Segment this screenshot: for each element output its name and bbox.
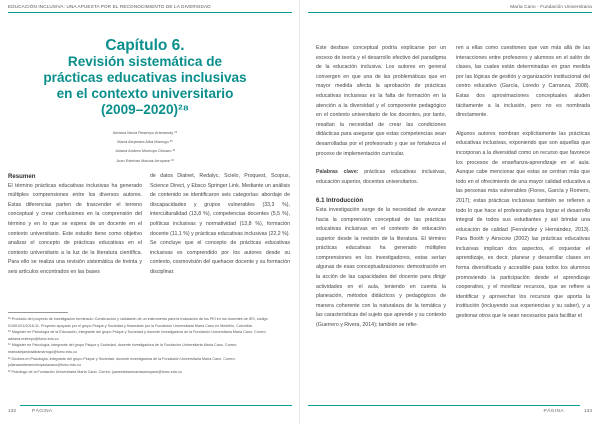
chapter-title-line: prácticas educativas inclusivas <box>43 70 247 85</box>
chapter-number: Capítulo 6. <box>105 37 185 54</box>
running-header-right: María Cano - Fundación Universitaria <box>510 4 592 9</box>
page-number: 132 <box>8 409 17 414</box>
running-header-left: EDUCACIÓN INCLUSIVA: UNA APUESTA POR EL RECONOCIMIENTO DE LA DIVERSIDAD <box>8 4 211 9</box>
body-column-2 <box>456 44 590 322</box>
paragraph: Algunos autores nombran explícitamente las prácticas educativas inclusivas, exponiendo que son aquellas que incorporan a la diversidad como un recurso que favorece los procesos de enseñanza-aprendizaje en el aula. Aunque cabe mencionar que estas se centran más que todo en el ofrecimiento de una mayor calidad educativa a las personas más vulnerables (Flores, García y Romero, 2017); estas prácticas inclusivas también se refieren a todo lo que hace el profesorado para lograr el desarrollo integral de todos sus estudiantes y así brindar una educación de calidad (Fernández y Hernández, 2013). Para Booth y Ainscow (2002) las prácticas educativas inclusivas implican dos aspectos, el orquestar el aprendizaje, es decir, planear y desarrollar clases en forma diversificada y accesible para todos los alumnos promoviendo la participación desde el aprendizaje cooperativo, y el movilizar recursos, que se refiere a identificar y aprovechar los recursos que aporta la institución (incluyendo sus experiencias y su saber), y a gestionar otros que le sean necesarios para facilitar el <box>456 130 590 320</box>
chapter-title-line: en el contexto universitario <box>56 86 234 101</box>
footnote: ²⁹ Magíster en Psicología de la Educación, integrante del grupo Psique y Sociedad y docente investigadora de la Fundación Universitaria María Cano. Correo: adriana.restrepo@fumc.edu.co <box>8 330 267 341</box>
header-rule <box>308 12 592 13</box>
keywords-label: Palabras clave: <box>316 169 359 176</box>
abstract-heading: Resumen <box>8 173 36 180</box>
footer-rule <box>308 405 580 406</box>
footnote: ³¹ Doctora en Psicología, integrante del grupo Psique y Sociedad, docente investigadora de la Fundación Universitaria María Cano. Correo: julianaandreamontoyaolaxano@fumc.edu.co <box>8 356 236 368</box>
keywords-text: prácticas educativas inclusivas, educación superior, docentes universitarios. <box>316 169 446 185</box>
keywords <box>316 168 446 187</box>
abstract-column-2 <box>150 172 290 278</box>
author: María Alejandra Alba Marrugo ³⁰ <box>117 139 173 145</box>
chapter-title-line: (2009–2020)²⁸ <box>100 102 190 117</box>
author: Juliana Andrea Montoya Olózaro ³¹ <box>114 148 176 154</box>
header-rule <box>8 12 292 13</box>
footnote: ²⁸ Producto del proyecto de investigación terminado: Construcción y validación de un instrumento para la evaluación de los PEI en los docentes de IES, código 01/601/01/2018-31. Proyecto apoyado por el grupo Psique y Sociedad y financiado por la Fundación Universitaria María Cano en Medellín, Colombia. <box>8 317 268 328</box>
page-label: PÁGINA <box>32 409 53 414</box>
chapter-title <box>30 38 260 118</box>
paragraph: Este desfase conceptual podría explicarse por un exceso de teoría y el desarrollo efectivo del paradigma de la educación inclusiva. Los autores en general convergen en que una de las problemáticas que en mayor medida afecta la aprobación de prácticas educativas inclusivas es la falta de formación en la atención a la diversidad y el componente pedagógico en el contexto universitario de los docentes, por tanto, resaltan la necesidad de crear las condiciones didácticas para asegurar que estas competencias sean desarrolladas por el profesorado y que se fortalezca el proceso de implementación curricular. <box>316 45 446 157</box>
paragraph: ren a ellas como cuestiones que van más allá de las interacciones entre profesores y alumnos en el salón de clases, las cuales están determinadas en gran medida por las lógicas de gestión y organización institucional del centro educativo (García, Loredo y Carranza, 2008). Estas dos aproximaciones conceptuales aluden tácitamente a la inclusión, pero no es nombrada directamente. <box>456 45 590 119</box>
footnote-rule <box>8 312 68 313</box>
footnote: ³⁰ Magíster en Psicología, integrante del grupo Psique y Sociedad, docente investigadora de la Fundación Universitaria María Cano. Correo: marioalejandraalbamarrugo@fumc.edu.co <box>8 343 238 354</box>
right-page <box>300 0 600 424</box>
footnotes <box>8 316 284 375</box>
page-label: PÁGINA <box>543 409 564 414</box>
chapter-title-line: Revisión sistemática de <box>67 54 223 69</box>
abstract-column-1 <box>8 172 142 278</box>
section-heading: 6.1 Introducción <box>316 197 364 205</box>
abstract-text-continued: de datos Dialnet, Redalyc, Scielo, Proquest, Scopus, Science Direct, y Ebsco Springer Link. Mediante un análisis de contenido se identificaron seis categorías: abordaje de discapacidades y grupos vulnerables (33,3 %), interculturalidad (13,8 %), competencias docentes (5,5 %), políticas inclusivas y normatividad (13,8 %), formación docente (11,1 %) y prácticas educativas inclusivas (22,2 %). Se concluye que el concepto de prácticas educativas inclusivas es comprendido por los autores desde su contexto, cosmovisión del quehacer docente y su formación disciplinar. <box>150 173 290 275</box>
author: Juan Esteban Macías Arroyave ³² <box>116 157 174 163</box>
body-column-1 <box>316 44 446 331</box>
page-number: 133 <box>583 409 592 414</box>
footer-rule <box>20 405 292 406</box>
author-list <box>30 128 260 165</box>
footnote: ³² Psicólogo de la Fundación Universitaria María Cano. Correo: juanestebanmaciasarroyave@fumc.edu.co <box>8 369 182 374</box>
paragraph: Esta investigación surge de la necesidad de avanzar hacia la comprensión conceptual de las prácticas educativas inclusivas en el contexto de educación superior desde la revisión de la literatura. El término prácticas educativas ha generado múltiples comprensiones en los investigadores, estas serían algunas de esas conceptualizaciones: demostración en la acción de las capacidades del docente para dirigir actividades en el aula, teniendo en cuenta la planeación, métodos didácticos y pedagógicos de manera coherente con la naturaleza de la temática y las características del sujeto que aprende y su contexto (Guerrero y Rivera, 2014); también se refie- <box>316 206 446 329</box>
abstract-text: El término prácticas educativas inclusivas ha generado múltiples comprensiones entre los diversos autores. Estas diferencias parten de trascender el terreno conceptual y crear confusiones en la comprensión del término y en lo que se espera de un docente en el contexto universitario. Este estudio tiene como objetivo analizar el concepto de prácticas educativas en el contexto universitario a la luz de la literatura científica. Para ello se realiza una revisión sistemática de treinta y seis artículos encontrados en las bases <box>8 182 142 275</box>
author: Adriana María Restrepo Arismendy ²⁹ <box>112 130 178 135</box>
